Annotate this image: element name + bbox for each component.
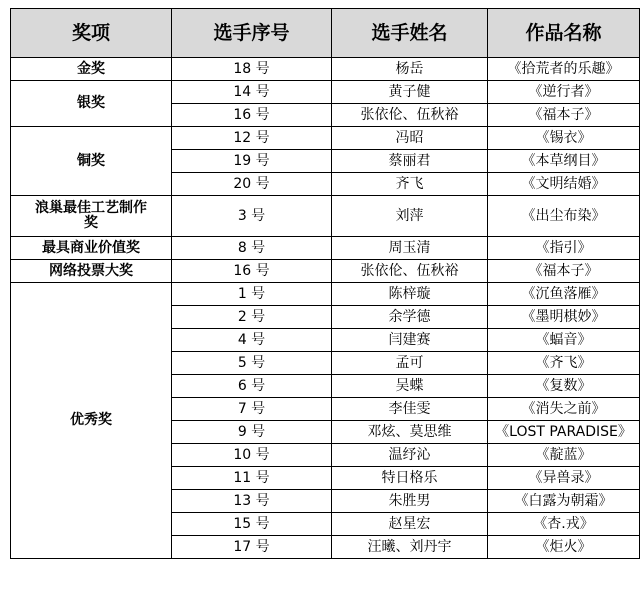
- work-cell: 《消失之前》: [488, 398, 640, 421]
- work-cell: 《本草纲目》: [488, 150, 640, 173]
- table-row: [11, 283, 640, 306]
- name-cell: 冯昭: [332, 127, 488, 150]
- number-cell: 12 号: [172, 127, 332, 150]
- table-row: [11, 260, 640, 283]
- name-cell: 蔡丽君: [332, 150, 488, 173]
- work-cell: 《逆行者》: [488, 81, 640, 104]
- work-cell: 《蝠音》: [488, 329, 640, 352]
- work-cell: 《白露为朝霜》: [488, 490, 640, 513]
- number-cell: 20 号: [172, 173, 332, 196]
- name-cell: 赵星宏: [332, 513, 488, 536]
- number-cell: 2 号: [172, 306, 332, 329]
- work-cell: 《LOST PARADISE》: [488, 421, 640, 444]
- table-row: [11, 127, 640, 150]
- work-cell: 《文明结婚》: [488, 173, 640, 196]
- number-cell: 16 号: [172, 260, 332, 283]
- name-cell: 汪曦、刘丹宇: [332, 536, 488, 559]
- name-cell: 温纾沁: [332, 444, 488, 467]
- work-cell: 《出尘布染》: [488, 196, 640, 237]
- name-cell: 特日格乐: [332, 467, 488, 490]
- name-cell: 李佳雯: [332, 398, 488, 421]
- header-number: 选手序号: [172, 9, 332, 58]
- header-award: 奖项: [11, 9, 172, 58]
- work-cell: 《拾荒者的乐趣》: [488, 58, 640, 81]
- number-cell: 18 号: [172, 58, 332, 81]
- awards-table: [10, 8, 640, 559]
- work-cell: 《靛蓝》: [488, 444, 640, 467]
- number-cell: 16 号: [172, 104, 332, 127]
- name-cell: 孟可: [332, 352, 488, 375]
- name-cell: 余学德: [332, 306, 488, 329]
- number-cell: 1 号: [172, 283, 332, 306]
- number-cell: 8 号: [172, 237, 332, 260]
- award-cell: 最具商业价值奖: [11, 237, 172, 260]
- number-cell: 5 号: [172, 352, 332, 375]
- name-cell: 张依伦、伍秋裕: [332, 104, 488, 127]
- work-cell: 《指引》: [488, 237, 640, 260]
- number-cell: 9 号: [172, 421, 332, 444]
- name-cell: 邓炫、莫思维: [332, 421, 488, 444]
- number-cell: 14 号: [172, 81, 332, 104]
- work-cell: 《锡衣》: [488, 127, 640, 150]
- name-cell: 朱胜男: [332, 490, 488, 513]
- name-cell: 闫建赛: [332, 329, 488, 352]
- name-cell: 张依伦、伍秋裕: [332, 260, 488, 283]
- number-cell: 4 号: [172, 329, 332, 352]
- name-cell: 周玉清: [332, 237, 488, 260]
- header-work: 作品名称: [488, 9, 640, 58]
- work-cell: 《复数》: [488, 375, 640, 398]
- award-cell: 金奖: [11, 58, 172, 81]
- work-cell: 《福本子》: [488, 260, 640, 283]
- number-cell: 17 号: [172, 536, 332, 559]
- work-cell: 《福本子》: [488, 104, 640, 127]
- name-cell: 齐飞: [332, 173, 488, 196]
- number-cell: 3 号: [172, 196, 332, 237]
- table-row: [11, 58, 640, 81]
- number-cell: 10 号: [172, 444, 332, 467]
- name-cell: 陈梓璇: [332, 283, 488, 306]
- table-row: [11, 196, 640, 237]
- name-cell: 黄子健: [332, 81, 488, 104]
- table-row: [11, 81, 640, 104]
- name-cell: 吴蝶: [332, 375, 488, 398]
- award-cell: 银奖: [11, 81, 172, 127]
- award-cell: 优秀奖: [11, 283, 172, 559]
- work-cell: 《异兽录》: [488, 467, 640, 490]
- work-cell: 《炬火》: [488, 536, 640, 559]
- work-cell: 《齐飞》: [488, 352, 640, 375]
- number-cell: 11 号: [172, 467, 332, 490]
- number-cell: 7 号: [172, 398, 332, 421]
- name-cell: 杨岳: [332, 58, 488, 81]
- name-cell: 刘萍: [332, 196, 488, 237]
- award-cell: 网络投票大奖: [11, 260, 172, 283]
- number-cell: 19 号: [172, 150, 332, 173]
- table-row: [11, 237, 640, 260]
- number-cell: 6 号: [172, 375, 332, 398]
- award-cell: 铜奖: [11, 127, 172, 196]
- work-cell: 《沉鱼落雁》: [488, 283, 640, 306]
- number-cell: 13 号: [172, 490, 332, 513]
- number-cell: 15 号: [172, 513, 332, 536]
- award-cell: 浪巢最佳工艺制作奖: [11, 196, 172, 237]
- work-cell: 《杏.戎》: [488, 513, 640, 536]
- work-cell: 《墨明棋妙》: [488, 306, 640, 329]
- header-name: 选手姓名: [332, 9, 488, 58]
- header-row: [11, 9, 640, 58]
